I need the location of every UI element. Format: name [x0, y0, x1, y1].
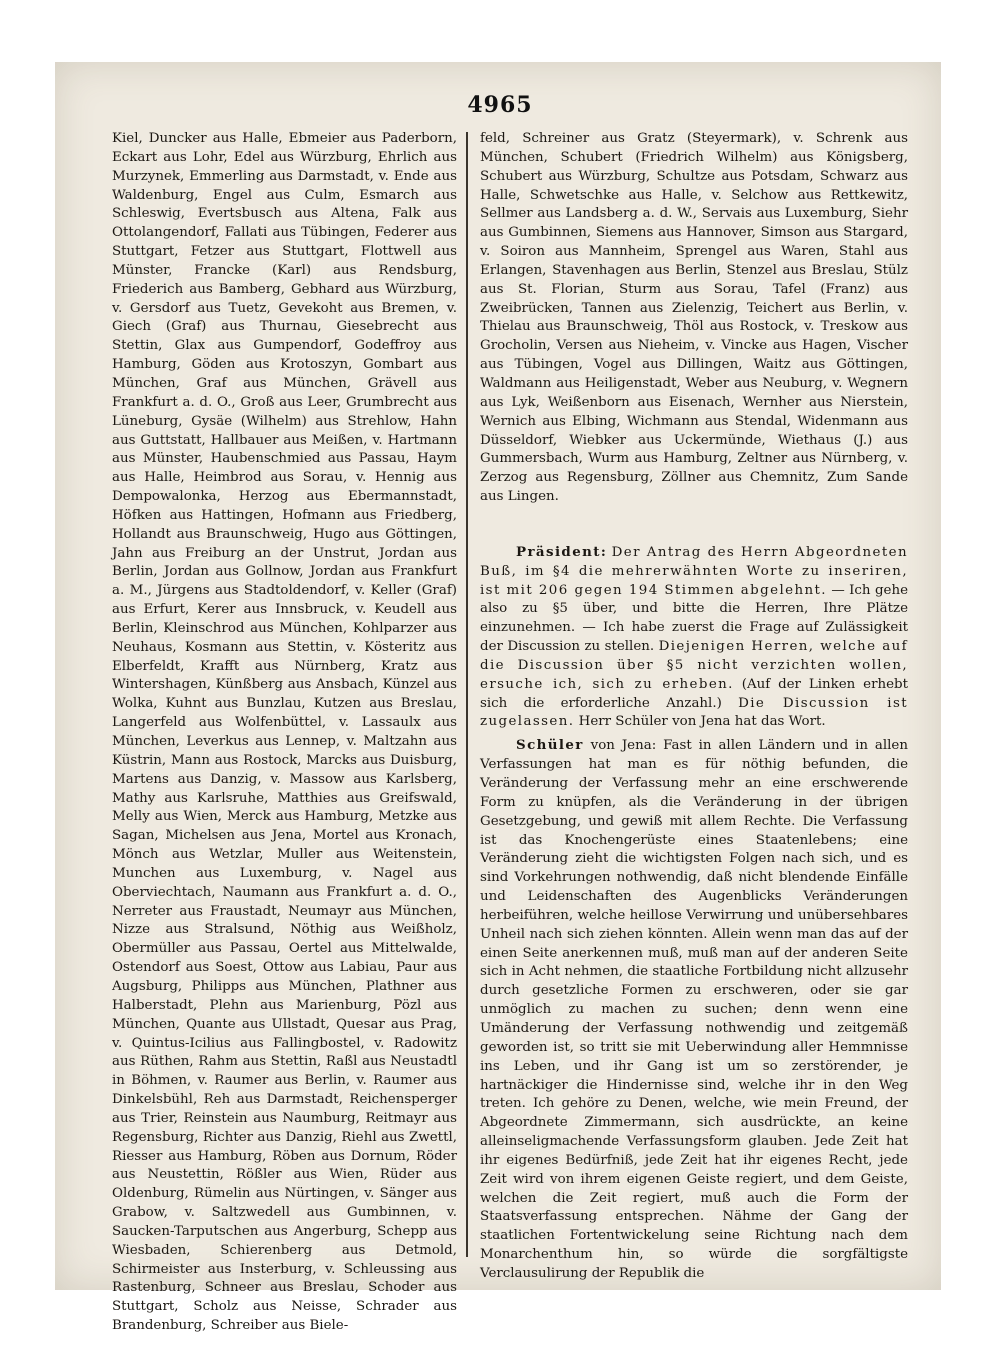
page-number: 4965	[467, 92, 533, 118]
member-list-continued: feld, Schreiner aus Gratz (Steyermark), v. Schrenk aus München, Schubert (Friedrich Wilhelm) aus Königsberg, Schubert aus Würzburg, Schultze aus Potsdam, Schwarz aus Halle, Schwetschke aus Halle, v. Selchow aus Rettkewitz, Sellmer aus Landsberg a. d. W., Servais aus Luxemburg, Siehr aus Gumbinnen, Siemens aus Hannover, Simson aus Stargard, v. Soiron aus Mannheim, Sprengel aus Waren, Stahl aus Erlangen, Stavenhagen aus Berlin, Stenzel aus Breslau, Stülz aus St. Florian, Sturm aus Sorau, Tafel (Franz) aus Zweibrücken, Tannen aus Zielenzig, Teichert aus Berlin, v. Thielau aus Braunschweig, Thöl aus Rostock, v. Treskow aus Grocholin, Versen aus Nieheim, v. Vincke aus Hagen, Vischer aus Tübingen, Vogel aus Dillingen, Waitz aus Göttingen, Waldmann aus Heiligenstadt, Weber aus Neuburg, v. Wegnern aus Lyk, Weißenborn aus Eisenach, Wernher aus Nierstein, Wernich aus Elbing, Wichmann aus Stendal, Widenmann aus Düsseldorf, Wiebker aus Uckermünde, Wiethaus (J.) aus Gummersbach, Wurm aus Hamburg, Zeltner aus Nürnberg, v. Zerzog aus Regensburg, Zöllner aus Chemnitz, Zum Sande aus Lingen.	[480, 131, 908, 505]
schueler-speech-text: von Jena: Fast in allen Ländern und in allen Verfassungen hat man es für nöthig befunden, die Veränderung der Verfassung mehr an eine erschwerende Form zu knüpfen, als die Veränderung in der übrigen Gesetzgebung, und gewiß mit allem Rechte. Die Verfassung ist das Knochengerüste eines Staatenlebens; eine Veränderung zieht die wichtigsten Folgen nach sich, und es sind Vorkehrungen nothwendig, daß nicht blendende Einfälle und Leidenschaften des Augenblicks Veränderungen herbeiführen, welche heillose Verwirrung und unübersehbares Unheil nach sich ziehen könnten. Allein wenn man das auf der einen Seite anerkennen muß, muß man auf der anderen Seite sich in Acht nehmen, die staatliche Fortbildung nicht allzusehr durch gesetzliche Formen zu erschweren, oder sie gar unmöglich zu machen zu suchen; denn wenn eine Umänderung der Verfassung nothwendig und zeitgemäß geworden ist, so tritt sie mit Ueberwindung aller Hemmnisse ins Leben, und ihr Gang ist um so zerstörender, je hartnäckiger die Hindernisse sind, welche ihr in den Weg treten. Ich gehöre zu Denen, welche, wie mein Freund, der Abgeordnete Zimmermann, sich ausdrückte, an keine alleinseligmachende Verfassungsform glauben. Jede Zeit hat ihr eigenes Bedürfniß, jede Zeit hat ihr eigenes Recht, jede Zeit wird von ihrem eigenen Geiste regiert, und dem Geiste, welchen die Zeit regiert, muß auch die Form der Staatsverfassung entsprechen. Nähme der Gang der staatlichen Fortentwickelung seine Richtung nach dem Monarchenthum hin, so würde die sorgfältigste Verclausulirung der Republik die	[480, 738, 908, 1281]
president-text-4: (Auf der Linken erhebt sich die erforderliche Anzahl.)	[480, 676, 908, 711]
member-list-text: Kiel, Duncker aus Halle, Ebmeier aus Paderborn, Eckart aus Lohr, Edel aus Würzburg, Ehrlich aus Murzynek, Emmerling aus Darmstadt, v. Ende aus Waldenburg, Engel aus Culm, Esmarch aus Schleswig, Evertsbusch aus Altena, Falk aus Ottolangendorf, Fallati aus Tübingen, Federer aus Stuttgart, Fetzer aus Stuttgart, Flottwell aus Münster, Francke (Karl) aus Rendsburg, Friederich aus Bamberg, Gebhard aus Würzburg, v. Gersdorf aus Tuetz, Gevekoht aus Bremen, v. Giech (Graf) aus Thurnau, Giesebrecht aus Stettin, Glax aus Gumpendorf, Godeffroy aus Hamburg, Göden aus Krotoszyn, Gombart aus München, Graf aus München, Grävell aus Frankfurt a. d. O., Groß aus Leer, Grumbrecht aus Lüneburg, Gysäe (Wilhelm) aus Strehlow, Hahn aus Guttstatt, Hallbauer aus Meißen, v. Hartmann aus Münster, Haubenschmied aus Passau, Haym aus Halle, Heimbrod aus Sorau, v. Hennig aus Dempowalonka, Herzog aus Ebermannstadt, Höfken aus Hattingen, Hofmann aus Friedberg, Hollandt aus Braunschweig, Hugo aus Göttingen, Jahn aus Freiburg an der Unstrut, Jordan aus Berlin, Jordan aus Gollnow, Jordan aus Frankfurt a. M., Jürgens aus Stadtoldendorf, v. Keller (Graf) aus Erfurt, Kerer aus Innsbruck, v. Keudell aus Berlin, Kleinschrod aus München, Kohlparzer aus Neuhaus, Kosmann aus Stettin, v. Kösteritz aus Elberfeldt, Krafft aus Nürnberg, Kratz aus Wintershagen, Künßberg aus Ansbach, Künzel aus Wolka, Kuhnt aus Bunzlau, Kutzen aus Breslau, Langerfeld aus Wolfenbüttel, v. Lassaulx aus München, Leverkus aus Lennep, v. Maltzahn aus Küstrin, Mann aus Rostock, Marcks aus Duisburg, Martens aus Danzig, v. Massow aus Karlsberg, Mathy aus Karlsruhe, Matthies aus Greifswald, Melly aus Wien, Merck aus Hamburg, Metzke aus Sagan, Michelsen aus Jena, Mortel aus Kronach, Mönch aus Wetzlar, Muller aus Weitenstein, Munchen aus Luxemburg, v. Nagel aus Oberviechtach, Naumann aus Frankfurt a. d. O., Nerreter aus Fraustadt, Neumayr aus München, Nizze aus Stralsund, Nöthig aus Weißholz, Obermüller aus Passau, Oertel aus Mittelwalde, Ostendorf aus Soest, Ottow aus Labiau, Paur aus Augsburg, Philipps aus München, Plathner aus Halberstadt, Plehn aus Marienburg, Pözl aus München, Quante aus Ullstadt, Quesar aus Prag, v. Quintus-Icilius aus Fallingbostel, v. Radowitz aus Rüthen, Rahm aus Stettin, Raßl aus Neustadtl in Böhmen, v. Raumer aus Berlin, v. Raumer aus Dinkelsbühl, Reh aus Darmstadt, Reichensperger aus Trier, Reinstein aus Naumburg, Reitmayr aus Regensburg, Richter aus Danzig, Riehl aus Zwettl, Riesser aus Hamburg, Röben aus Dornum, Röder aus Neustettin, Rößler aus Wien, Rüder aus Oldenburg, Rümelin aus Nürtingen, v. Sänger aus Grabow, v. Saltzwedell aus Gumbinnen, v. Saucken-Tarputschen aus Angerburg, Schepp aus Wiesbaden, Schierenberg aus Detmold, Schirmeister aus Insterburg, v. Schleussing aus Rastenburg, Schneer aus Breslau, Schoder aus Stuttgart, Scholz aus Neisse, Schrader aus Brandenburg, Schreiber aus Biele-	[112, 131, 457, 1334]
speaker-schueler: Schüler	[516, 737, 584, 754]
right-column	[480, 130, 908, 1284]
speaker-president: Präsident:	[516, 543, 608, 560]
president-request-text: Diejenigen Herren, welche auf die Discussion über §5 nicht verzichten wollen, ersuche ich, sich zu erheben.	[480, 639, 908, 692]
president-text-2: — Ich gehe also zu §5 über, und bitte die Herren, Ihre Plätze einzunehmen. — Ich habe zuerst die Frage auf Zulässigkeit der Discussion zu stellen.	[480, 582, 908, 655]
president-text-6: Herr Schüler von Jena hat das Wort.	[574, 714, 826, 730]
left-column	[112, 130, 457, 1336]
discussion-admitted-text: Die Discussion ist zugelassen.	[480, 695, 909, 730]
president-statement	[480, 543, 908, 732]
president-result-text: Der Antrag des Herrn Abgeordneten Buß, im §4 die mehrerwähnten Worte zu inseriren, ist mit 206 gegen 194 Stimmen abgelehnt.	[480, 544, 908, 598]
paragraph-gap	[480, 507, 908, 543]
column-divider	[466, 132, 468, 1257]
schueler-speech	[480, 736, 908, 1283]
